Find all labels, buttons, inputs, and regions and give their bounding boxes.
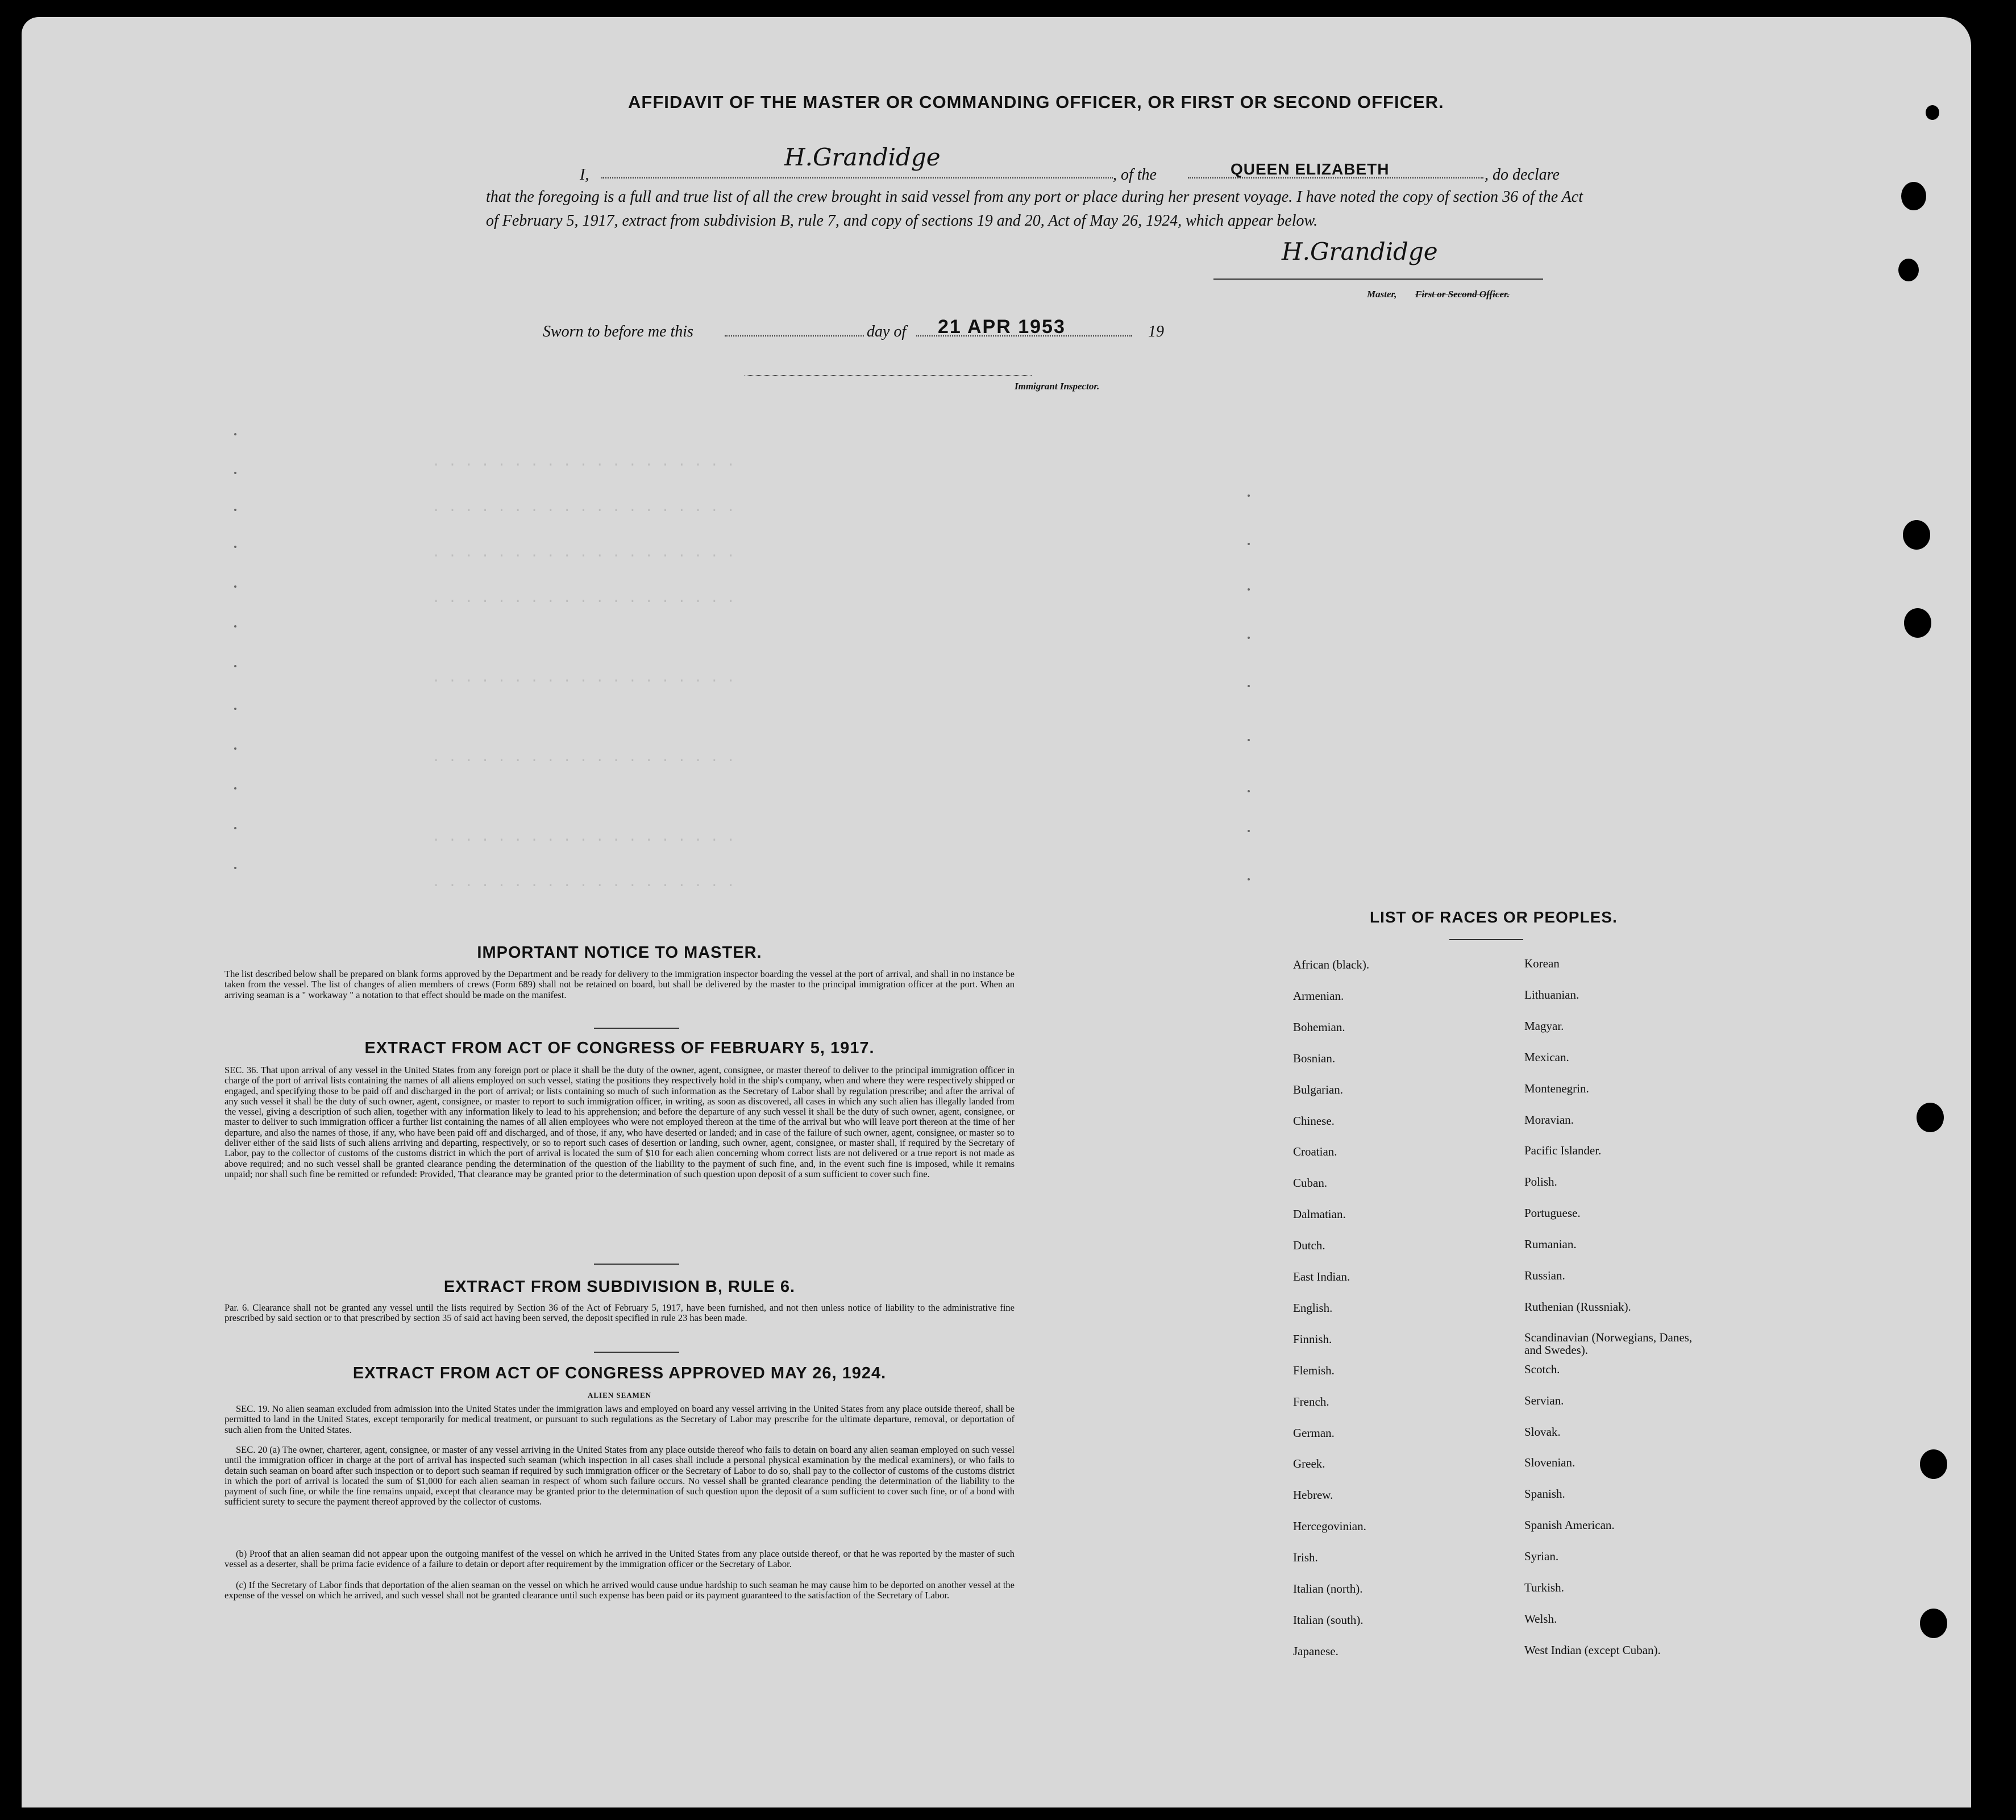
- date-stamp: 21 APR 1953: [938, 316, 1066, 338]
- race-item: Finnish.: [1293, 1332, 1332, 1346]
- extract-1924-title: EXTRACT FROM ACT OF CONGRESS APPROVED MAY 26, 1924.: [352, 1364, 887, 1382]
- race-item: Syrian.: [1524, 1549, 1559, 1564]
- race-item: Croatian.: [1293, 1145, 1337, 1159]
- sworn-label: Sworn to before me this: [543, 323, 693, 340]
- margin-dot: [1248, 588, 1250, 591]
- race-item: Russian.: [1524, 1269, 1565, 1282]
- margin-dot: [1248, 878, 1250, 880]
- race-item: Magyar.: [1524, 1019, 1564, 1033]
- sworn-day-line: [725, 335, 864, 336]
- margin-dot: [1248, 637, 1250, 639]
- of-the-label: , of the: [1113, 166, 1157, 184]
- race-item: African (black).: [1293, 958, 1370, 971]
- margin-dot: [1248, 830, 1250, 832]
- bleed-through-text: . . . . . . . . . . . . . . . . . . .: [432, 750, 735, 766]
- signer-title-struck: First or Second Officer.: [1415, 289, 1510, 300]
- race-item: Scandinavian (Norwegians, Danes, and Swedes).: [1524, 1330, 1693, 1357]
- race-item: Bosnian.: [1293, 1051, 1336, 1065]
- race-item: Polish.: [1524, 1175, 1557, 1189]
- margin-dot: [1248, 543, 1250, 545]
- bleed-through-text: . . . . . . . . . . . . . . . . . . .: [432, 671, 735, 686]
- margin-dot: [234, 625, 236, 628]
- race-item: Italian (north).: [1293, 1582, 1363, 1595]
- race-item: Cuban.: [1293, 1176, 1328, 1190]
- bleed-through-text: . . . . . . . . . . . . . . . . . . .: [432, 546, 735, 561]
- section-divider: [594, 1028, 679, 1029]
- affidavit-i-label: I,: [580, 166, 589, 184]
- bleed-through-text: . . . . . . . . . . . . . . . . . . .: [432, 500, 735, 516]
- race-item: Armenian.: [1293, 988, 1344, 1003]
- race-item: Greek.: [1293, 1457, 1325, 1471]
- margin-dot: [1248, 739, 1250, 741]
- notice-text: The list described below shall be prepared on blank forms approved by the Department and be ready for delivery to the immigration inspector boarding the vessel at the port of arrival, and shall in no instance be taken from the vessel. The list of changes of alien members of crews (Form 689) shall not be retained on board, but shall be delivered by the master to the principal immigration officer at the port. When an arriving seaman is a " workaway " a notation to that effect should be made on the manifest.: [225, 969, 1015, 1000]
- race-item: Japanese.: [1293, 1644, 1339, 1658]
- affidavit-body: that the foregoing is a full and true list of all the crew brought in said vessel from any port or place during her present voyage. I have noted the copy of section 36 of the Act of February 5, 1917, extract from subdivision B, rule 7, and copy of sections 19 and 20, Act of May 26, 1924, which appear below.: [486, 188, 1583, 230]
- subdivision-b-text: Par. 6. Clearance shall not be granted any vessel until the lists required by Section 36 of the Act of February 5, 1917, have been furnished, and not then unless notice of liability to the administrative fine prescribed by said section or to that prescribed by section 35 of said act having been served, the deposit specified in rule 23 has been made.: [225, 1302, 1015, 1324]
- race-item: Chinese.: [1293, 1113, 1335, 1128]
- margin-dot: [234, 787, 236, 790]
- race-item: Lithuanian.: [1524, 987, 1579, 1002]
- race-item: Servian.: [1524, 1393, 1564, 1407]
- race-item: Turkish.: [1524, 1581, 1564, 1594]
- race-item: Dalmatian.: [1293, 1207, 1346, 1221]
- race-item: Portuguese.: [1524, 1206, 1581, 1220]
- punch-hole: [1903, 520, 1930, 550]
- margin-dot: [234, 827, 236, 829]
- race-item: Rumanian.: [1524, 1237, 1577, 1252]
- race-item: Ruthenian (Russniak).: [1524, 1299, 1631, 1314]
- margin-dot: [234, 585, 236, 588]
- punch-hole: [1901, 182, 1926, 210]
- affidavit-title: AFFIDAVIT OF THE MASTER OR COMMANDING OFFICER, OR FIRST OR SECOND OFFICER.: [628, 92, 1444, 112]
- signer-title-master: Master,: [1367, 289, 1397, 300]
- race-item: Spanish.: [1524, 1487, 1565, 1501]
- race-item: German.: [1293, 1426, 1335, 1440]
- master-signature-name: H.Grandidge: [784, 143, 941, 171]
- races-title: LIST OF RACES OR PEOPLES.: [1370, 908, 1618, 926]
- document-sheet: [22, 17, 1971, 1807]
- bleed-through-text: . . . . . . . . . . . . . . . . . . .: [432, 455, 735, 470]
- race-item: West Indian (except Cuban).: [1524, 1643, 1661, 1657]
- race-item: Hercegovinian.: [1293, 1519, 1366, 1534]
- extract-1924-sec20b: (b) Proof that an alien seaman did not appear upon the outgoing manifest of the vessel on which he arrived in the United States from any place outside thereof, or that he was reported by the master of such vessel as a deserter, shall be prima facie evidence of a failure to detain or deport after requirement by the immigration officer or the Secretary of Labor.: [225, 1548, 1015, 1570]
- notice-title: IMPORTANT NOTICE TO MASTER.: [477, 944, 762, 962]
- subdivision-b-title: EXTRACT FROM SUBDIVISION B, RULE 6.: [443, 1278, 796, 1296]
- race-item: Spanish American.: [1524, 1518, 1615, 1532]
- extract-1924-sec19: SEC. 19. No alien seaman excluded from admission into the United States under the immigration laws and employed on board any vessel arriving in the United States from any place outside thereof, shall be permitted to land in the United States, except temporarily for medical treatment, or pursuant to such regulations as the Secretary of Labor may prescribe for the ultimate departure, removal, or deportation of such alien from the United States.: [225, 1403, 1015, 1435]
- race-item: East Indian.: [1293, 1270, 1350, 1283]
- master-signature: H.Grandidge: [1282, 238, 1438, 265]
- inspector-signature-line: [745, 375, 1032, 376]
- race-item: Korean: [1524, 957, 1560, 970]
- section-divider: [594, 1264, 679, 1265]
- name-blank-line: [601, 177, 1113, 178]
- bleed-through-text: . . . . . . . . . . . . . . . . . . .: [432, 875, 735, 891]
- race-item: Scotch.: [1524, 1362, 1560, 1376]
- margin-dot: [234, 747, 236, 750]
- punch-hole: [1920, 1449, 1947, 1479]
- race-item: Pacific Islander.: [1524, 1144, 1602, 1158]
- margin-dot: [1248, 790, 1250, 792]
- race-item: Flemish.: [1293, 1363, 1335, 1377]
- race-item: Montenegrin.: [1524, 1081, 1589, 1095]
- punch-hole: [1917, 1103, 1944, 1132]
- punch-hole: [1898, 259, 1919, 281]
- margin-dot: [234, 708, 236, 710]
- margin-dot: [234, 546, 236, 548]
- alien-seamen-subtitle: ALIEN SEAMEN: [587, 1391, 652, 1399]
- extract-1917-title: EXTRACT FROM ACT OF CONGRESS OF FEBRUARY 5, 1917.: [364, 1039, 875, 1057]
- race-item: Bulgarian.: [1293, 1082, 1344, 1096]
- year-label: 19: [1148, 323, 1164, 340]
- race-item: Slovenian.: [1524, 1456, 1576, 1470]
- punch-hole: [1926, 105, 1939, 120]
- extract-1924-sec20c: (c) If the Secretary of Labor finds that deportation of the alien seaman on the vessel on which he arrived would cause undue hardship to such seaman he may cause him to be deported on another vessel at the expense of the vessel on which he arrived, and such vessel shall not be granted clearance until such expense has been paid or its payment guaranteed to the satisfaction of the Secretary of Labor.: [225, 1580, 1015, 1601]
- race-item: Dutch.: [1293, 1239, 1325, 1253]
- bleed-through-text: . . . . . . . . . . . . . . . . . . .: [432, 591, 735, 606]
- extract-1924-sec20a: SEC. 20 (a) The owner, charterer, agent, consignee, or master of any vessel arriving in the United States from any place outside thereof who fails to detain on board any alien seaman employed on such vessel until the immigration officer in charge at the port of arrival has inspected such seaman (which inspection in all cases shall include a personal physical examination by the medical examiners), or who fails to detain such seaman on board after such inspection or to deport such seaman if required by such immigration officer or the Secretary of Labor to do so, shall pay to the collector of customs of the customs district in which the port of arrival is located the sum of $1,000 for each alien seaman in respect of whom such failure occurs. No vessel shall be granted clearance pending the determination of the liability to the payment of such fine, or while the fine remains unpaid, except that clearance may be granted prior to the determination of such question upon the deposit of a sum sufficient to cover such fine, or of a bond with sufficient surety to secure the payment thereof approved by the collector of customs.: [225, 1444, 1015, 1507]
- margin-dot: [234, 665, 236, 667]
- punch-hole: [1920, 1609, 1947, 1638]
- race-item: Irish.: [1293, 1551, 1318, 1565]
- race-item: French.: [1293, 1394, 1329, 1408]
- races-title-rule: [1449, 939, 1523, 940]
- race-item: Hebrew.: [1293, 1488, 1333, 1502]
- bleed-through-text: . . . . . . . . . . . . . . . . . . .: [432, 830, 735, 845]
- margin-dot: [234, 509, 236, 511]
- race-item: Bohemian.: [1293, 1020, 1345, 1034]
- race-item: Moravian.: [1524, 1112, 1574, 1127]
- do-declare-label: , do declare: [1485, 166, 1560, 184]
- race-item: English.: [1293, 1300, 1333, 1315]
- day-of-label: day of: [867, 323, 907, 340]
- inspector-label: Immigrant Inspector.: [1015, 381, 1100, 392]
- race-item: Welsh.: [1524, 1611, 1557, 1626]
- section-divider: [594, 1352, 679, 1353]
- race-item: Mexican.: [1524, 1050, 1569, 1064]
- race-item: Slovak.: [1524, 1424, 1561, 1439]
- extract-1917-text: SEC. 36. That upon arrival of any vessel in the United States from any foreign port or place it shall be the duty of the owner, agent, consignee, or master thereof to deliver to the principal immigration officer in charge of the port of arrival lists containing the names of all aliens employed on such vessel, stating the positions they respectively hold in the ship's company, when and where they were respectively shipped or engaged, and specifying those to be paid off and discharged in the port of arrival; or lists containing so much of such information as the Secretary of Labor shall by regulation prescribe; and after the arrival of any such vessel it shall be the duty of such owner, agent, consignee, or master to report to such immigration officer, in writing, as soon as discovered, all cases in which any such alien has illegally landed from the vessel, giving a description of such alien, together with any information likely to lead to his apprehension; and before the departure of any such vessel it shall be the duty of such owner, agent, consignee, or master to deliver to such immigration officer a further list containing the names of all alien employees who were not employed thereon at the time of the arrival but who will leave port thereon at the time of her departure, and also the names of those, if any, who have been paid off and discharged, and of those, if any, who have deserted or landed; and in case of the failure of such owner, agent, consignee, or master so to deliver either of the said lists of such aliens arriving and departing, respectively, or so to report such cases of desertion or landing, such owner, agent, consignee, or master shall, if required by the Secretary of Labor, pay to the collector of customs of the customs district in which the port of arrival is located the sum of $10 for each alien concerning whom correct lists are not delivered or a true report is not made as above required; and no such vessel shall be granted clearance pending the determination of the question of the liability to the payment of such fine, and, in the event such fine is imposed, while it remains unpaid; nor shall such fine be remitted or refunded: Provided, That clearance may be granted prior to the determination of such question upon deposit of a sum sufficient to cover such fine.: [225, 1065, 1015, 1179]
- margin-dot: [1248, 495, 1250, 497]
- margin-dot: [234, 472, 236, 474]
- margin-dot: [234, 433, 236, 435]
- signature-line: [1213, 279, 1543, 280]
- margin-dot: [234, 867, 236, 869]
- race-item: Italian (south).: [1293, 1613, 1364, 1627]
- punch-hole: [1904, 608, 1931, 638]
- margin-dot: [1248, 685, 1250, 687]
- ship-name: QUEEN ELIZABETH: [1231, 160, 1390, 178]
